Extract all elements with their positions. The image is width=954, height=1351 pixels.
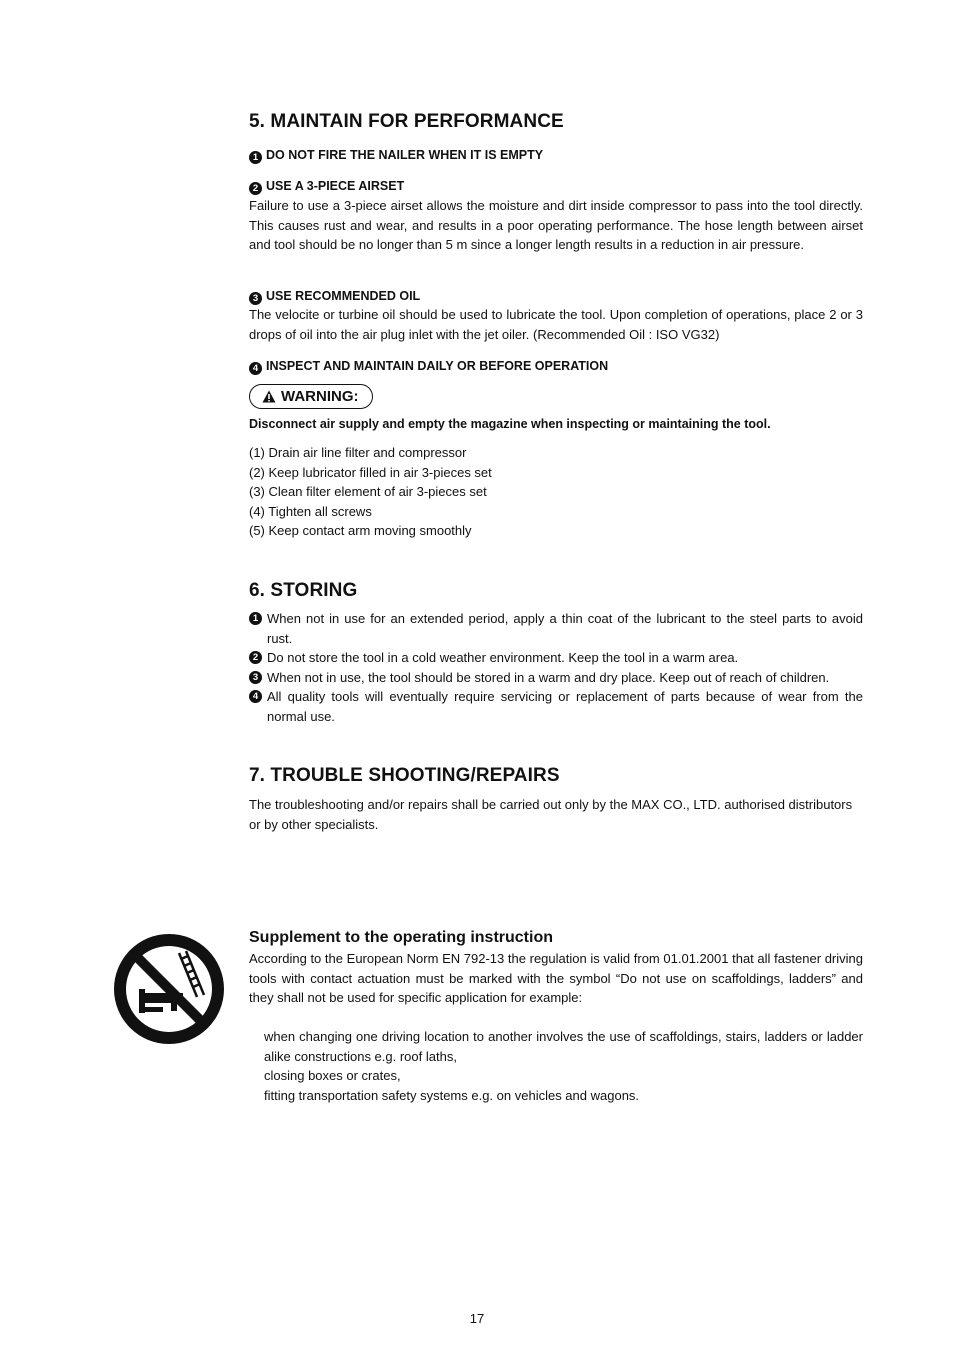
warning-text: Disconnect air supply and empty the magazine when inspecting or maintaining the tool. — [249, 417, 771, 431]
list-item — [249, 668, 863, 688]
number-badge: 2 — [249, 651, 262, 664]
section-6-heading: 6. STORING — [249, 580, 358, 601]
list-item: (2) Keep lubricator filled in air 3-pieces set — [249, 464, 492, 480]
supplement-body: According to the European Norm EN 792-13 the regulation is valid from 01.01.2001 that all fastener driving tools with contact actuation must be marked with the symbol “Do not use on scaffoldings, ladders” and they shall not be used for specific application for example: — [249, 951, 863, 1005]
number-badge: 4 — [249, 362, 262, 375]
list-item: closing boxes or crates, — [264, 1068, 401, 1083]
maintain-item-2-text: USE A 3-PIECE AIRSET — [266, 179, 405, 193]
list-item — [249, 687, 863, 726]
supplement-heading: Supplement to the operating instruction — [249, 929, 553, 946]
list-item: (1) Drain air line filter and compressor — [249, 445, 467, 460]
list-item — [249, 648, 863, 668]
maintain-item-4-text: INSPECT AND MAINTAIN DAILY OR BEFORE OPERATION — [266, 359, 609, 373]
number-badge: 1 — [249, 151, 262, 164]
number-badge: 2 — [249, 182, 262, 195]
maintain-item-4-title — [249, 359, 863, 375]
list-item: (4) Tighten all screws — [249, 503, 372, 519]
number-badge: 3 — [249, 671, 262, 684]
maintain-item-1-text: DO NOT FIRE THE NAILER WHEN IT IS EMPTY — [266, 148, 544, 162]
warning-triangle-icon — [262, 390, 276, 403]
storing-list — [249, 609, 863, 726]
list-item: fitting transportation safety systems e.g. on vehicles and wagons. — [264, 1087, 640, 1103]
maintenance-checklist — [249, 443, 863, 541]
page-number: 17 — [469, 1311, 485, 1326]
no-scaffolding-ladder-icon — [113, 933, 225, 1045]
section-7-heading: 7. TROUBLE SHOOTING/REPAIRS — [249, 765, 560, 786]
maintain-item-2-body: Failure to use a 3-piece airset allows the moisture and dirt inside compressor to pass into the tool directly. This causes rust and wear, and results in a poor operating performance. The hose length between airset and tool should be no longer than 5 m since a longer length results in a reduction in air pressure. — [249, 198, 863, 252]
section-5-heading: 5. MAINTAIN FOR PERFORMANCE — [249, 111, 564, 132]
list-item-text: When not in use, the tool should be stored in a warm and dry place. Keep out of reach of children. — [267, 669, 830, 685]
number-badge: 1 — [249, 612, 262, 625]
warning-label: WARNING: — [281, 388, 359, 405]
maintain-item-1-title — [249, 148, 863, 164]
maintain-item-2-title — [249, 179, 863, 195]
maintain-item-3-title — [249, 289, 863, 305]
trouble-body: The troubleshooting and/or repairs shall be carried out only by the MAX CO., LTD. authorised distributors or by other specialists. — [249, 797, 853, 832]
list-item: when changing one driving location to another involves the use of scaffoldings, stairs, ladders or ladder alike constructions e.g. roof laths, — [264, 1029, 863, 1064]
list-item: (5) Keep contact arm moving smoothly — [249, 523, 472, 538]
list-item-text: Do not store the tool in a cold weather environment. Keep the tool in a warm area. — [267, 650, 739, 665]
list-item-text: When not in use for an extended period, apply a thin coat of the lubricant to the steel parts to avoid rust. — [267, 611, 863, 646]
number-badge: 3 — [249, 292, 262, 305]
list-item-text: All quality tools will eventually require servicing or replacement of parts because of wear from the normal use. — [267, 689, 863, 724]
list-item — [249, 609, 863, 648]
maintain-item-3-text: USE RECOMMENDED OIL — [266, 289, 421, 303]
maintain-item-3-body: The velocite or turbine oil should be used to lubricate the tool. Upon completion of operations, place 2 or 3 drops of oil into the air plug inlet with the jet oiler. (Recommended Oil : ISO VG32) — [249, 307, 863, 342]
warning-badge — [249, 384, 373, 409]
list-item: (3) Clean filter element of air 3-pieces set — [249, 484, 487, 499]
supplement-examples — [264, 1027, 863, 1105]
number-badge: 4 — [249, 690, 262, 703]
